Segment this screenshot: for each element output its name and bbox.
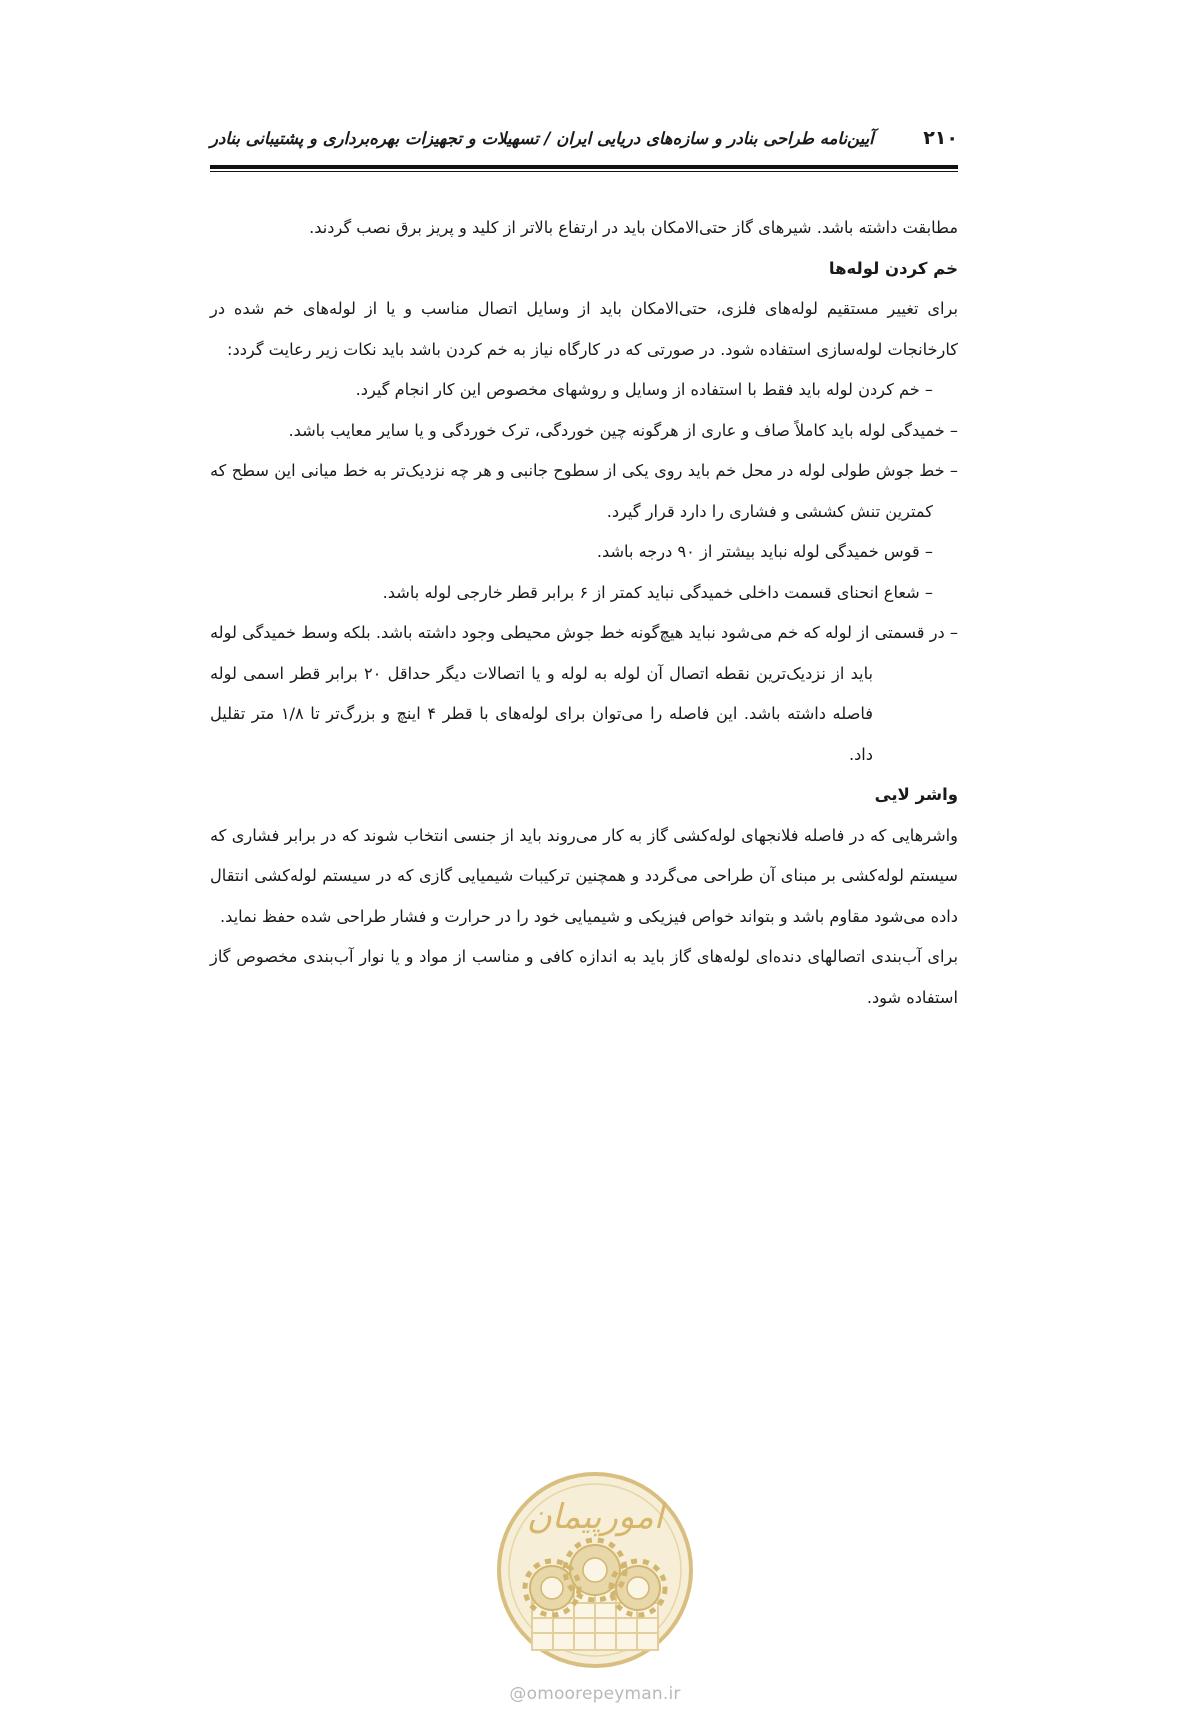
watermark-emblem-icon bbox=[480, 1470, 710, 1680]
bending-rules-list bbox=[210, 370, 958, 775]
page-header bbox=[210, 118, 958, 158]
paragraph-gasket: واشرهایی که در فاصله فلانجهای لوله‌کشی گاز به کار می‌روند باید از جنسی انتخاب شوند که در برابر فشاری که سیستم لوله‌کشی بر مبنای آن طراحی می‌گردد و همچنین ترکیبات شیمیایی گازی که در سیستم لوله‌کشی انتقال داده می‌شود مقاوم باشد و بتواند خواص فیزیکی و شیمیایی خود را در حرارت و فشار طراحی شده حفظ نماید. bbox=[210, 825, 958, 926]
header-rule-thin bbox=[210, 171, 958, 172]
heading-gasket: واشر لایی bbox=[874, 785, 958, 804]
watermark-logo-text: امورپیمان bbox=[526, 1497, 664, 1537]
watermark-site-text: @omoorepeyman.ir bbox=[509, 1684, 681, 1704]
list-item: – خم کردن لوله باید فقط با استفاده از وسایل و روشهای مخصوص این کار انجام گیرد. bbox=[355, 380, 933, 399]
paragraph-sealing: برای آب‌بندی اتصالهای دنده‌ای لوله‌های گاز باید به اندازه کافی و مناسب از مواد و یا نوار آب‌بندی مخصوص گاز استفاده شود. bbox=[210, 947, 958, 1007]
list-item: – خط جوش طولی لوله در محل خم باید روی یکی از سطوح جانبی و هر چه نزدیک‌تر به خط میانی این سطح که کمترین تنش کششی و فشاری را دارد قرار گیرد. bbox=[210, 461, 958, 521]
running-title: آیین‌نامه طراحی بنادر و سازه‌های دریایی ایران / تسهیلات و تجهیزات بهره‌برداری و پشتیبانی بنادر bbox=[210, 128, 874, 148]
header-rule-thick bbox=[210, 165, 958, 169]
body-content bbox=[210, 208, 958, 1018]
list-item: – شعاع انحنای قسمت داخلی خمیدگی نباید کمتر از ۶ برابر قطر خارجی لوله باشد. bbox=[382, 582, 933, 602]
list-item: – در قسمتی از لوله که خم می‌شود نباید هیچ‌گونه خط جوش محیطی وجود داشته باشد. بلکه وسط خمیدگی لوله باید از نزدیک‌ترین نقطه اتصال آن لوله به لوله و یا اتصالات دیگر حداقل ۲۰ برابر قطر اسمی لوله فاصله داشته باشد. این فاصله را می‌توان برای لوله‌های با قطر ۴ اینچ و بزرگ‌تر تا ۱/۸ متر تقلیل داد. bbox=[210, 623, 958, 764]
list-item: – خمیدگی لوله باید کاملاً صاف و عاری از هرگونه چین خوردگی، ترک خوردگی و یا سایر معایب باشد. bbox=[288, 420, 958, 440]
page-number: ۲۱۰ bbox=[923, 127, 958, 149]
paragraph-intro: مطابقت داشته باشد. شیرهای گاز حتی‌الامکان باید در ارتفاع بالاتر از کلید و پریز برق نصب گردند. bbox=[309, 218, 958, 237]
watermark-logo bbox=[480, 1470, 710, 1720]
heading-pipe-bending: خم کردن لوله‌ها bbox=[828, 258, 958, 278]
paragraph-bending: برای تغییر مستقیم لوله‌های فلزی، حتی‌الامکان باید از وسایل اتصال مناسب و یا از لوله‌های خم شده در کارخانجات لوله‌سازی استفاده شود. در صورتی که در کارگاه نیاز به خم کردن باشد باید نکات زیر رعایت گردد: bbox=[210, 299, 958, 359]
list-item: – قوس خمیدگی لوله نباید بیشتر از ۹۰ درجه باشد. bbox=[596, 542, 933, 561]
